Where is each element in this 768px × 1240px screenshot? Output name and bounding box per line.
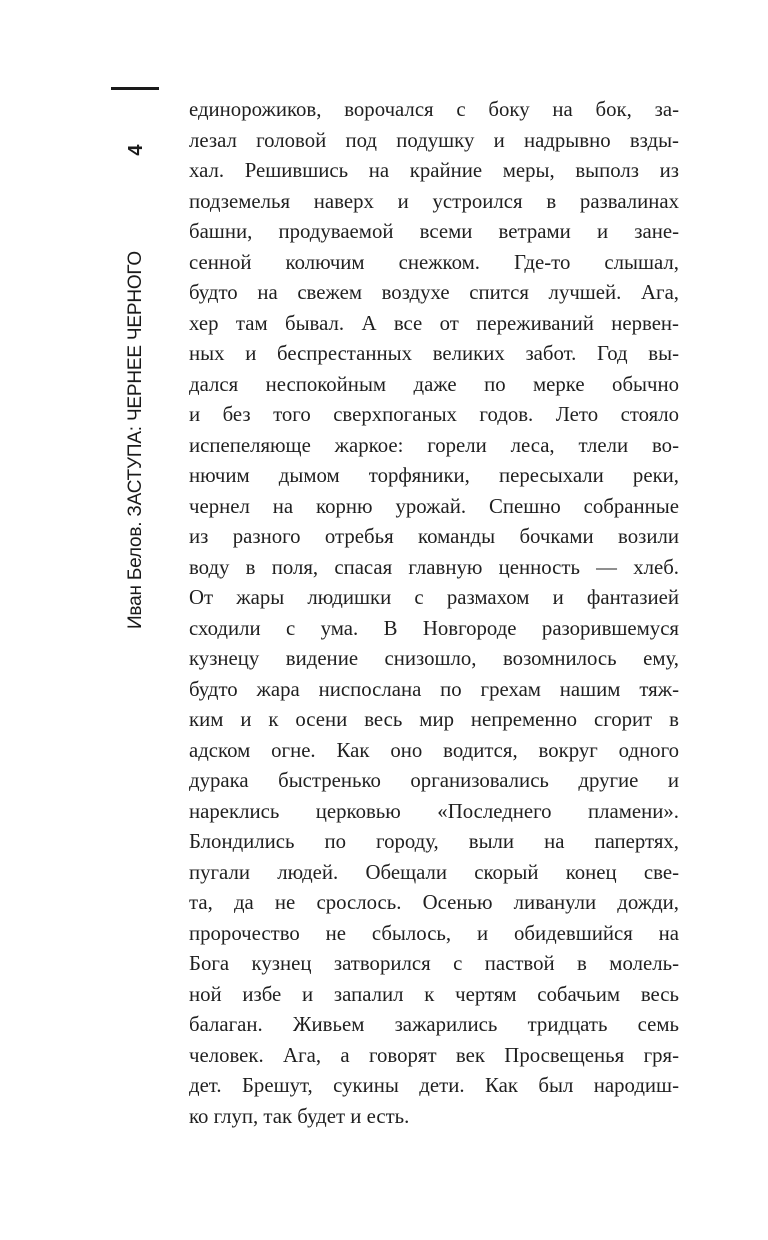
text-line: пугали людей. Обещали скорый конец све- xyxy=(189,860,679,884)
body-text xyxy=(189,95,679,1132)
text-line: пророчество не сбылось, и обидевшийся на xyxy=(189,921,679,945)
text-line: лезал головой под подушку и надрывно взды- xyxy=(189,128,679,152)
text-line: ной избе и запалил к чертям собачьим весь xyxy=(189,982,679,1006)
text-line: дался неспокойным даже по мерке обычно xyxy=(189,372,679,396)
text-line: ким и к осени весь мир непременно сгорит в xyxy=(189,708,679,731)
text-line: Блондились по городу, выли на папертях, xyxy=(189,830,679,853)
text-line: из разного отребья команды бочками возили xyxy=(189,525,679,548)
text-line: башни, продуваемой всеми ветрами и зане- xyxy=(189,220,679,243)
text-line: та, да не срослось. Осенью ливанули дожди, xyxy=(189,891,679,914)
text-line: дурака быстренько организовались другие и xyxy=(189,769,679,792)
text-line: нючим дымом торфяники, пересыхали реки, xyxy=(189,464,679,487)
text-line: ных и беспрестанных великих забот. Год вы- xyxy=(189,342,679,365)
text-line: будто на свежем воздухе спится лучшей. Ага, xyxy=(189,281,679,304)
text-line: чернел на корню урожай. Спешно собранные xyxy=(189,494,679,518)
text-line: подземелья наверх и устроился в развалинах xyxy=(189,189,679,213)
text-line: нареклись церковью «Последнего пламени». xyxy=(189,799,679,823)
text-line: дет. Брешут, сукины дети. Как был народиш- xyxy=(189,1074,679,1097)
text-line: человек. Ага, а говорят век Просвещенья гря- xyxy=(189,1043,679,1067)
text-line: хер там бывал. А все от переживаний нервен- xyxy=(189,311,679,335)
running-head: Иван Белов. ЗАСТУПА: ЧЕРНЕЕ ЧЕРНОГО xyxy=(125,250,146,630)
text-line: единорожиков, ворочался с боку на бок, за- xyxy=(189,98,679,121)
text-line: От жары людишки с размахом и фантазией xyxy=(189,586,679,609)
text-line: балаган. Живьем зажарились тридцать семь xyxy=(189,1013,679,1036)
page-number: 4 xyxy=(125,144,147,156)
header-rule xyxy=(111,87,159,90)
text-line: сходили с ума. В Новгороде разорившемуся xyxy=(189,616,679,640)
text-line: воду в поля, спасая главную ценность — хлеб. xyxy=(189,555,679,579)
text-line: испепеляюще жаркое: горели леса, тлели во- xyxy=(189,433,679,457)
text-line: будто жара ниспослана по грехам нашим тяж- xyxy=(189,677,679,701)
text-line: Бога кузнец затворился с паствой в молель- xyxy=(189,952,679,975)
text-line: хал. Решившись на крайние меры, выполз из xyxy=(189,159,679,182)
text-line: сенной колючим снежком. Где-то слышал, xyxy=(189,250,679,274)
text-line: адском огне. Как оно водится, вокруг одного xyxy=(189,738,679,762)
text-line: ко глуп, так будет и есть. xyxy=(189,1104,410,1128)
text-line: и без того сверхпоганых годов. Лето стояло xyxy=(189,403,679,426)
text-line: кузнецу видение снизошло, возомнилось ему, xyxy=(189,647,679,670)
